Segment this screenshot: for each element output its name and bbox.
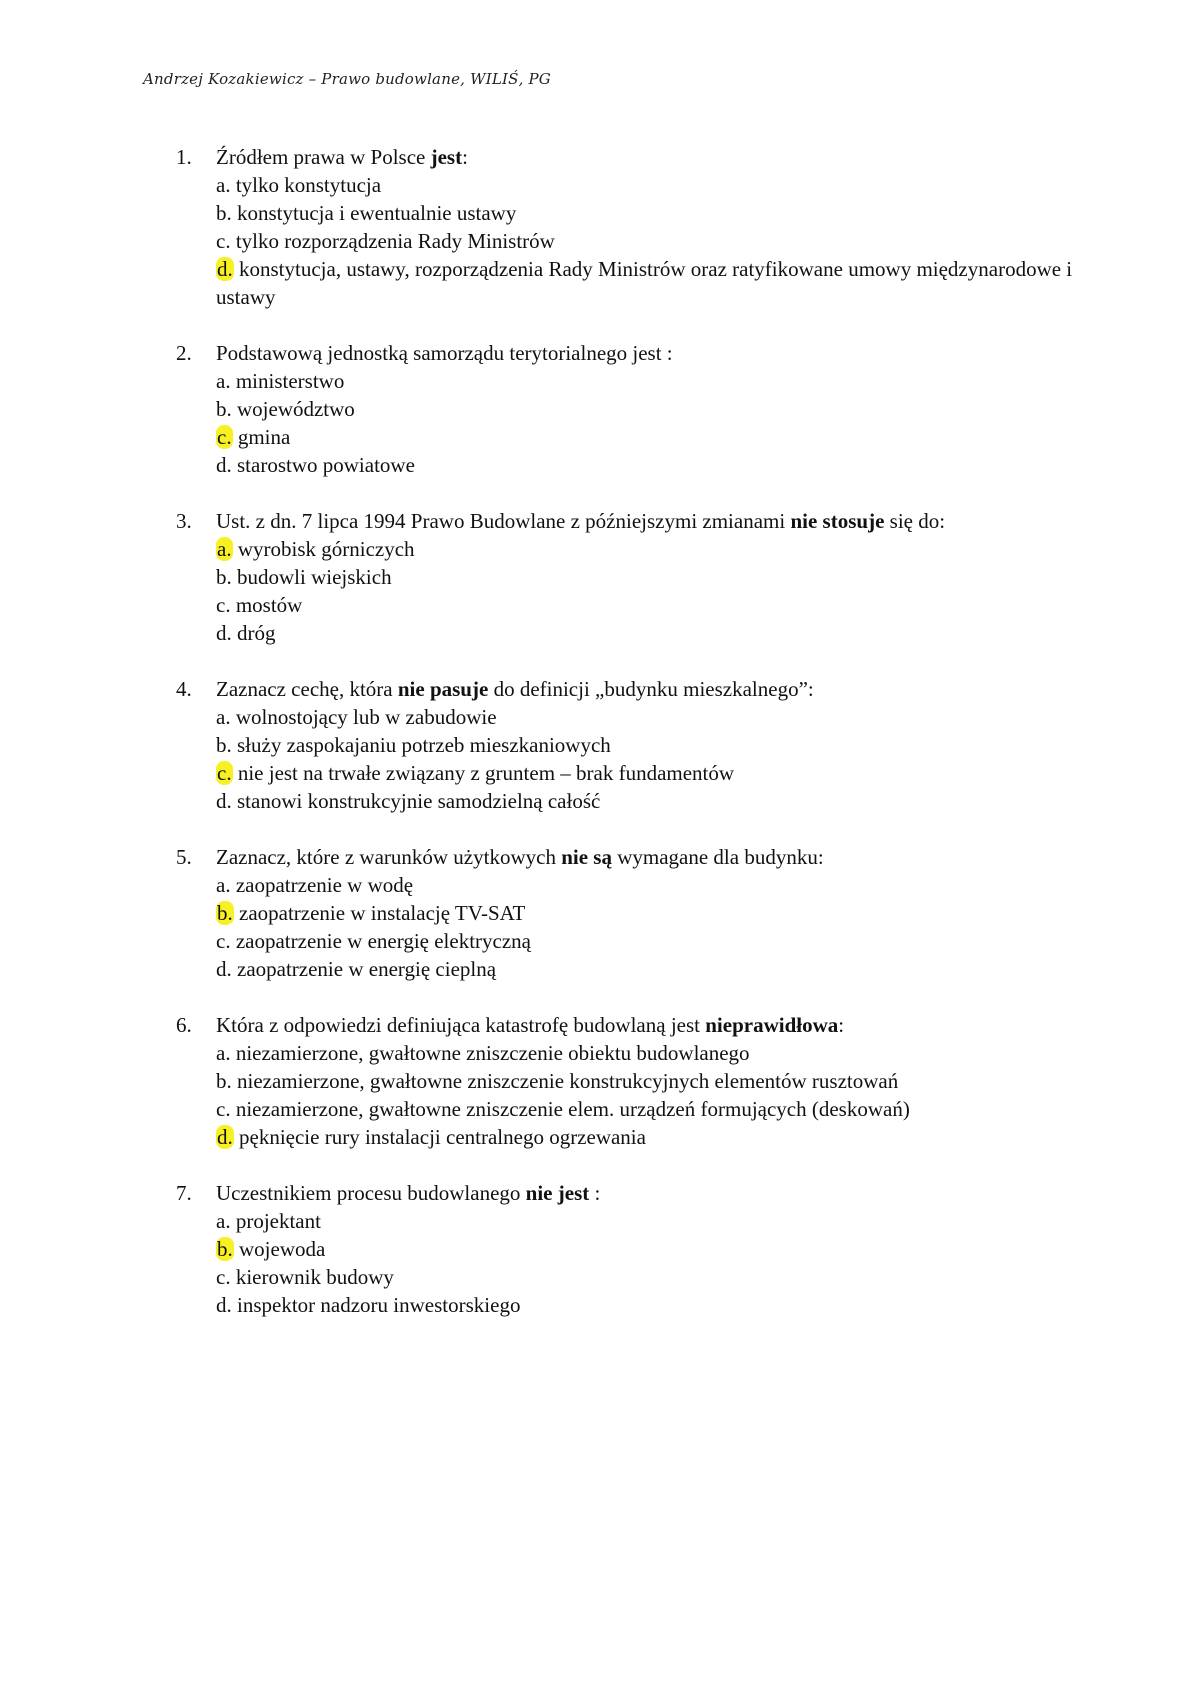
answer-text: tylko rozporządzenia Rady Ministrów bbox=[230, 229, 555, 253]
answer-text: tylko konstytucja bbox=[230, 173, 382, 197]
question-5 bbox=[0, 843, 1200, 983]
answer-option-b bbox=[216, 899, 1080, 927]
answer-option-a bbox=[216, 171, 1080, 199]
answer-letter: b. bbox=[216, 397, 232, 421]
answer-text: zaopatrzenie w energię cieplną bbox=[231, 957, 497, 981]
answer-letter: d. bbox=[216, 789, 232, 813]
answer-text: zaopatrzenie w wodę bbox=[230, 873, 414, 897]
question-text-part: : bbox=[838, 1013, 845, 1037]
answer-option-a bbox=[216, 535, 1080, 563]
answer-option-c bbox=[216, 1095, 1080, 1123]
answer-option-b bbox=[216, 1235, 1080, 1263]
answer-letter: b. bbox=[217, 1237, 233, 1261]
answer-letter: c. bbox=[216, 929, 231, 953]
answer-option-b bbox=[216, 1067, 1080, 1095]
question-number: 2. bbox=[176, 341, 192, 365]
answer-text: niezamierzone, gwałtowne zniszczenie obiektu budowlanego bbox=[230, 1041, 750, 1065]
question-text bbox=[216, 1179, 1080, 1207]
answer-option-c bbox=[216, 423, 1080, 451]
answer-option-b bbox=[216, 395, 1080, 423]
answer-option-a bbox=[216, 1039, 1080, 1067]
question-text-part: : bbox=[462, 145, 468, 169]
question-number: 7. bbox=[176, 1181, 192, 1205]
answer-text: budowli wiejskich bbox=[231, 565, 392, 589]
answer-text: dróg bbox=[231, 621, 276, 645]
answer-letter: c. bbox=[217, 425, 232, 449]
answer-text: starostwo powiatowe bbox=[231, 453, 415, 477]
answer-letter: d. bbox=[216, 1293, 232, 1317]
answer-text: mostów bbox=[230, 593, 303, 617]
answer-option-a bbox=[216, 1207, 1080, 1235]
answer-text: kierownik budowy bbox=[230, 1265, 394, 1289]
answer-letter: d. bbox=[216, 453, 232, 477]
answer-option-c bbox=[216, 759, 1080, 787]
question-number: 1. bbox=[176, 145, 192, 169]
answer-letter: b. bbox=[216, 565, 232, 589]
answer-text: wyrobisk górniczych bbox=[232, 537, 415, 561]
question-text-emphasis: jest bbox=[430, 145, 463, 169]
answer-option-d bbox=[216, 451, 1080, 479]
answer-text: województwo bbox=[231, 397, 355, 421]
answer-letter: c. bbox=[216, 229, 231, 253]
question-text bbox=[216, 507, 1080, 535]
question-number: 3. bbox=[176, 509, 192, 533]
answer-letter: a. bbox=[216, 369, 231, 393]
question-6 bbox=[0, 1011, 1200, 1151]
question-list bbox=[0, 143, 1200, 1347]
answer-text: wojewoda bbox=[233, 1237, 326, 1261]
answer-text: konstytucja i ewentualnie ustawy bbox=[231, 201, 517, 225]
question-text bbox=[216, 339, 1080, 367]
question-text-part: Zaznacz cechę, która bbox=[216, 677, 398, 701]
answer-text: stanowi konstrukcyjnie samodzielną całość bbox=[231, 789, 601, 813]
answer-option-d bbox=[216, 255, 1080, 311]
answer-letter: a. bbox=[216, 873, 231, 897]
answer-option-d bbox=[216, 1123, 1080, 1151]
page-header: Andrzej Kozakiewicz – Prawo budowlane, WILIŚ, PG bbox=[143, 70, 551, 88]
question-7 bbox=[0, 1179, 1200, 1319]
answer-option-a bbox=[216, 871, 1080, 899]
answer-letter: a. bbox=[216, 1209, 231, 1233]
answer-text: gmina bbox=[232, 425, 291, 449]
answer-option-b bbox=[216, 731, 1080, 759]
question-text-part: do definicji „budynku mieszkalnego”: bbox=[488, 677, 814, 701]
answer-letter: d. bbox=[216, 957, 232, 981]
answer-letter: a. bbox=[216, 705, 231, 729]
answer-option-d bbox=[216, 619, 1080, 647]
question-3 bbox=[0, 507, 1200, 647]
answer-option-d bbox=[216, 955, 1080, 983]
answer-text: nie jest na trwałe związany z gruntem – brak fundamentów bbox=[232, 761, 735, 785]
answer-option-d bbox=[216, 1291, 1080, 1319]
question-text-part: Zaznacz, które z warunków użytkowych bbox=[216, 845, 562, 869]
answer-letter: a. bbox=[217, 537, 232, 561]
question-text-part: Źródłem prawa w Polsce bbox=[216, 145, 431, 169]
question-number: 6. bbox=[176, 1013, 192, 1037]
answer-text: niezamierzone, gwałtowne zniszczenie elem. urządzeń formujących (deskowań) bbox=[230, 1097, 910, 1121]
answer-letter: d. bbox=[216, 621, 232, 645]
question-text bbox=[216, 843, 1080, 871]
answer-text: zaopatrzenie w instalację TV-SAT bbox=[233, 901, 526, 925]
answer-letter: a. bbox=[216, 173, 231, 197]
answer-letter: d. bbox=[217, 257, 233, 281]
answer-option-a bbox=[216, 703, 1080, 731]
answer-text: konstytucja, ustawy, rozporządzenia Rady Ministrów oraz ratyfikowane umowy międzynarodowe i ustawy bbox=[216, 257, 1073, 309]
question-text-emphasis: nie pasuje bbox=[397, 677, 489, 701]
answer-letter: b. bbox=[216, 201, 232, 225]
question-number: 4. bbox=[176, 677, 192, 701]
question-text-emphasis: nie są bbox=[561, 845, 612, 869]
answer-option-d bbox=[216, 787, 1080, 815]
question-2 bbox=[0, 339, 1200, 479]
answer-text: inspektor nadzoru inwestorskiego bbox=[231, 1293, 521, 1317]
question-text bbox=[216, 1011, 1080, 1039]
answer-letter: b. bbox=[216, 1069, 232, 1093]
answer-option-c bbox=[216, 227, 1080, 255]
answer-text: ministerstwo bbox=[230, 369, 345, 393]
answer-option-b bbox=[216, 199, 1080, 227]
question-text-emphasis: nieprawidłowa bbox=[705, 1013, 839, 1037]
question-text-part: wymagane dla budynku: bbox=[611, 845, 824, 869]
question-text-emphasis: nie jest bbox=[525, 1181, 590, 1205]
answer-option-c bbox=[216, 591, 1080, 619]
question-text-part: Uczestnikiem procesu budowlanego bbox=[216, 1181, 526, 1205]
answer-letter: b. bbox=[217, 901, 233, 925]
answer-letter: c. bbox=[216, 1097, 231, 1121]
answer-letter: d. bbox=[217, 1125, 233, 1149]
question-text bbox=[216, 675, 1080, 703]
question-text-emphasis: nie stosuje bbox=[790, 509, 885, 533]
question-text-part: Która z odpowiedzi definiująca katastrofę budowlaną jest bbox=[216, 1013, 706, 1037]
question-text-part: Podstawową jednostką samorządu terytorialnego jest : bbox=[216, 341, 673, 365]
answer-text: projektant bbox=[230, 1209, 321, 1233]
answer-option-c bbox=[216, 927, 1080, 955]
answer-option-a bbox=[216, 367, 1080, 395]
answer-letter: a. bbox=[216, 1041, 231, 1065]
answer-text: służy zaspokajaniu potrzeb mieszkaniowych bbox=[231, 733, 611, 757]
answer-option-b bbox=[216, 563, 1080, 591]
question-text-part: się do: bbox=[884, 509, 946, 533]
answer-text: niezamierzone, gwałtowne zniszczenie konstrukcyjnych elementów rusztowań bbox=[231, 1069, 899, 1093]
answer-text: pęknięcie rury instalacji centralnego ogrzewania bbox=[233, 1125, 646, 1149]
answer-text: zaopatrzenie w energię elektryczną bbox=[230, 929, 532, 953]
answer-text: wolnostojący lub w zabudowie bbox=[230, 705, 497, 729]
answer-letter: c. bbox=[216, 1265, 231, 1289]
question-1 bbox=[0, 143, 1200, 311]
answer-letter: c. bbox=[217, 761, 232, 785]
question-number: 5. bbox=[176, 845, 192, 869]
question-text-part: : bbox=[589, 1181, 601, 1205]
question-4 bbox=[0, 675, 1200, 815]
answer-letter: b. bbox=[216, 733, 232, 757]
question-text bbox=[216, 143, 1080, 171]
answer-option-c bbox=[216, 1263, 1080, 1291]
question-text-part: Ust. z dn. 7 lipca 1994 Prawo Budowlane z późniejszymi zmianami bbox=[216, 509, 791, 533]
answer-letter: c. bbox=[216, 593, 231, 617]
